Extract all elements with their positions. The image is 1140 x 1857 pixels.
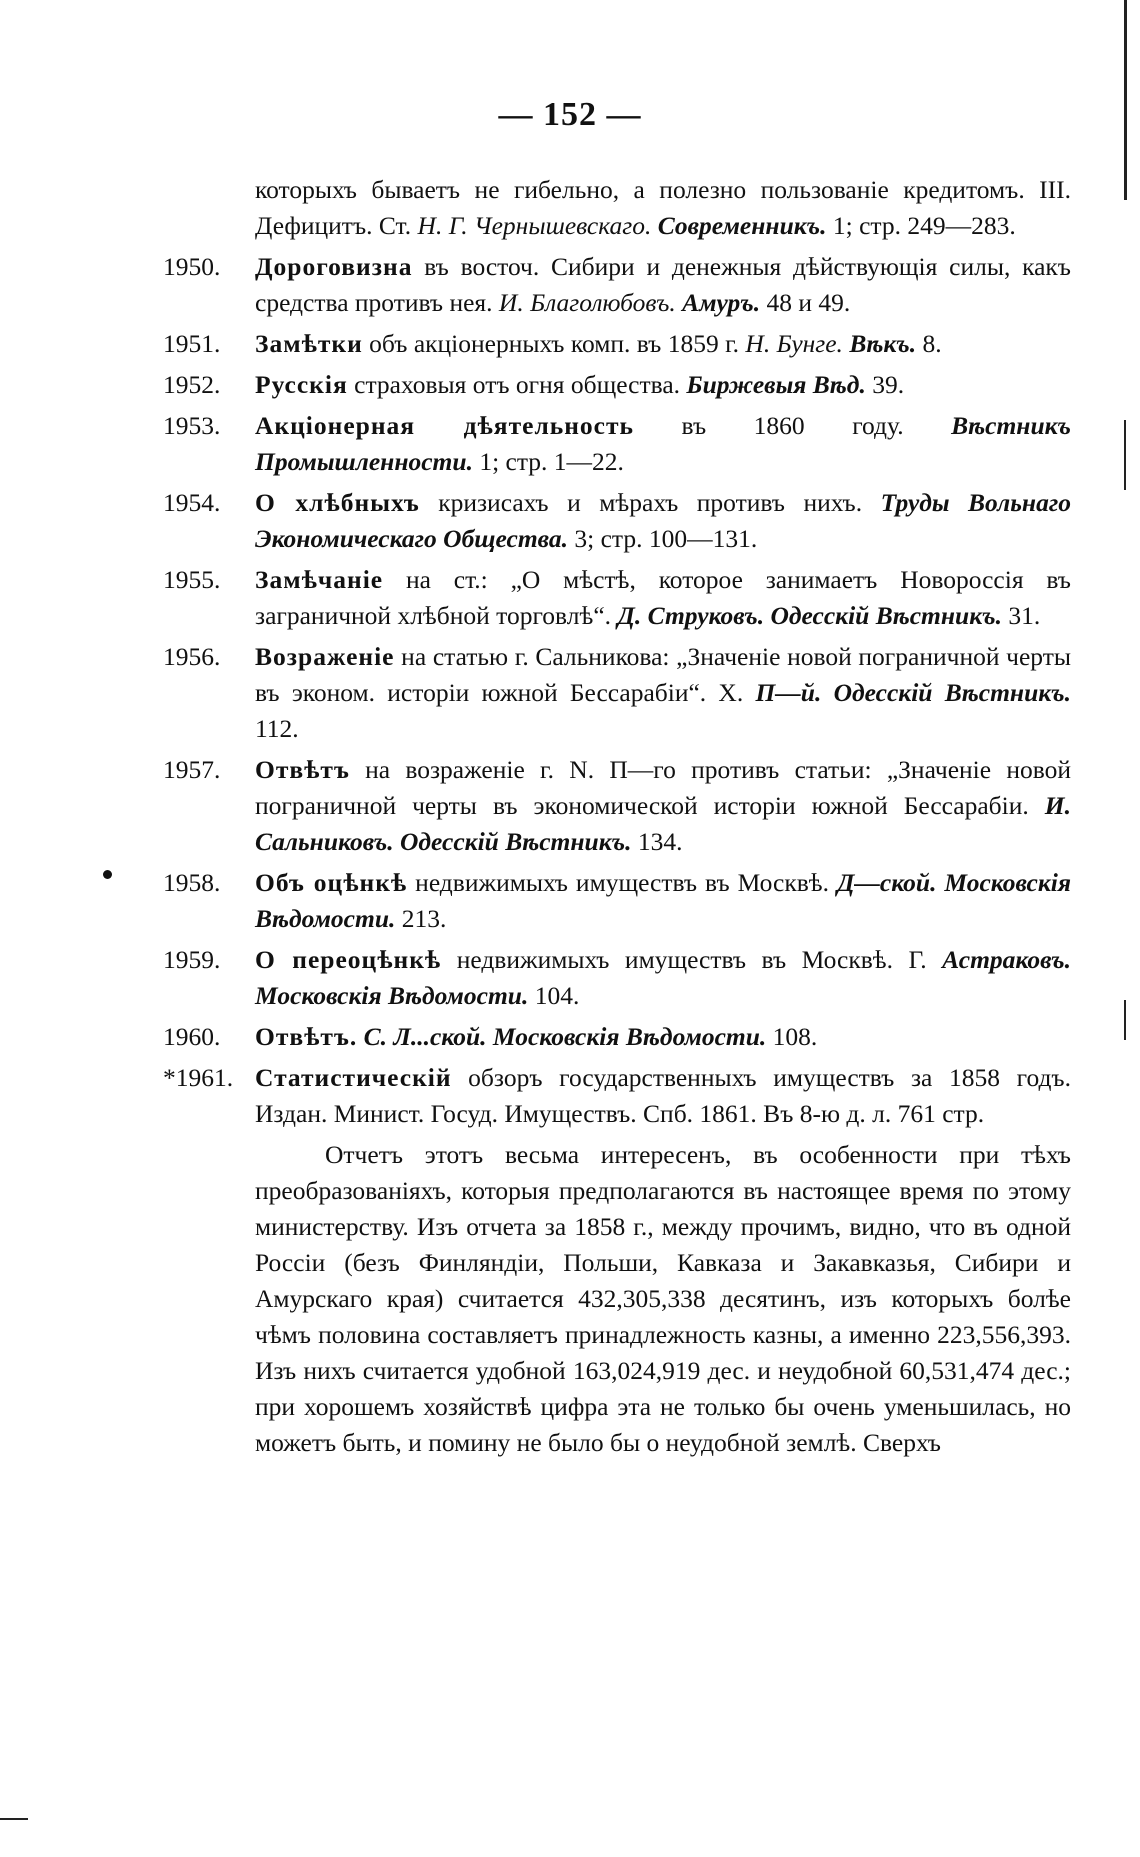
scan-edge-line — [1124, 1000, 1126, 1040]
entry-tail: 108. — [766, 1022, 818, 1051]
entry-body: въ восточ. Сибири и денежныя дѣйствующія силы, какъ средства противъ нея. — [255, 252, 1071, 317]
entry-number: 1950. — [163, 252, 221, 281]
entry-title: Отвѣтъ. — [255, 1022, 358, 1051]
entry-title: Отвѣтъ — [255, 755, 350, 784]
bibliography-entry — [163, 639, 1071, 747]
margin-mark — [0, 1818, 28, 1820]
entry-tail: 3; стр. 100—131. — [568, 524, 758, 553]
scan-edge-line — [1124, 420, 1126, 490]
entry-number: 1955. — [163, 565, 221, 594]
page-number: — 152 — — [498, 96, 642, 133]
bibliography-entry — [163, 865, 1071, 937]
entry-number: 1960. — [163, 1022, 221, 1051]
entry-number: 1958. — [163, 868, 221, 897]
entry-title: Статистическій — [255, 1063, 452, 1092]
entry-author: И. Благолюбовъ. — [498, 288, 676, 317]
entry-number: *1961. — [163, 1063, 234, 1092]
entry-number: 1951. — [163, 329, 221, 358]
entry-title: Русскія — [255, 370, 348, 399]
entry-title: Замѣчаніе — [255, 565, 384, 594]
entry-title: Акціонерная дѣятельность — [255, 411, 635, 440]
margin-dot — [103, 870, 112, 879]
entry-tail: 39. — [865, 370, 905, 399]
entry-tail: 1; стр. 1—22. — [472, 447, 624, 476]
bibliography-entry — [163, 752, 1071, 860]
entry-author: П—й. — [755, 678, 822, 707]
entry-author: Астраковъ. — [942, 945, 1071, 974]
entry-body: обзоръ государственныхъ имуществъ за 1858 годъ. Издан. Минист. Госуд. Имуществъ. Спб. 1861. Въ 8-ю д. л. 761 стр. — [255, 1063, 1071, 1128]
entry-source: Одесскій Вѣстникъ. — [393, 827, 632, 856]
entry-author: И. Сальниковъ. — [255, 791, 1071, 856]
entry-number: 1959. — [163, 945, 221, 974]
entry-source: Московскія Вѣдомости. — [255, 981, 529, 1010]
entry-number: 1956. — [163, 642, 221, 671]
entry-source: Московскія Вѣдомости. — [486, 1022, 767, 1051]
entry-author: С. Л...ской. — [363, 1022, 487, 1051]
entry-source: Московскія Вѣдомости. — [255, 868, 1072, 933]
entry-source: Вѣстникъ Промышленности. — [255, 411, 1071, 476]
annotation-paragraph: Отчетъ этотъ весьма интересенъ, въ особенности при тѣхъ преобразованіяхъ, которыя предполагаются въ настоящее время по этому министерству. Изъ отчета за 1858 г., между прочимъ, видно, что въ одной Россіи (безъ Финляндіи, Польши, Кавказа и Закавказья, Сибири и Амурскаго края) считается 432,305,338 десятинъ, изъ которыхъ болѣе чѣмъ половина составляетъ принадлежность казны, а именно 223,556,393. Изъ нихъ считается удобной 163,024,919 дес. и неудобной 60,531,474 дес.; при хорошемъ хозяйствѣ цифра эта не только бы очень уменьшилась, но можетъ быть, и помину не было бы о неудобной землѣ. Сверхъ — [255, 1140, 1071, 1457]
bibliography-entry — [163, 1019, 1071, 1055]
entry-number: 1952. — [163, 370, 221, 399]
entry-tail: 104. — [528, 981, 580, 1010]
entry-title: Замѣтки — [255, 329, 363, 358]
continuation-source: Современникъ. — [657, 211, 827, 240]
entry-title: Возраженіе — [255, 642, 395, 671]
bibliography-entry — [163, 408, 1071, 480]
entry-source: Биржевыя Вѣд. — [686, 370, 866, 399]
entry-author: Н. Бунге. — [745, 329, 843, 358]
entry-tail: 31. — [1001, 601, 1041, 630]
entry-tail: 8. — [916, 329, 942, 358]
entry-body: страховыя отъ огня общества. — [347, 370, 687, 399]
entry-body: недвижимыхъ имуществъ въ Москвѣ. — [407, 868, 837, 897]
entry-source: Одесскій Вѣстникъ. — [821, 678, 1071, 707]
entry-author: Д—ской. — [836, 868, 937, 897]
continuation-text: которыхъ бываетъ не гибельно, а полезно пользованіе кредитомъ. III. Дефицитъ. Ст. — [255, 175, 1071, 240]
entry-source: Труды Вольнаго Экономическаго Общества. — [255, 488, 1071, 553]
entry-body: на статью г. Сальникова: „Значеніе новой пограничной черты въ эконом. исторіи южной Бессарабіи“. Х. — [255, 642, 1071, 707]
entry-author: Д. Струковъ. — [617, 601, 765, 630]
entry-title: О переоцѣнкѣ — [255, 945, 442, 974]
entry-tail: 112. — [255, 714, 299, 743]
bibliography-entry — [163, 249, 1071, 321]
entry-title: Объ оцѣнкѣ — [255, 868, 408, 897]
continuation-entry — [163, 172, 1071, 244]
entry-source: Вѣкъ. — [842, 329, 917, 358]
entry-body: объ акціонерныхъ комп. въ 1859 г. — [362, 329, 746, 358]
entry-number: 1953. — [163, 411, 221, 440]
entry-tail: 48 и 49. — [760, 288, 851, 317]
entry-tail: 213. — [395, 904, 447, 933]
bibliography-entry — [163, 942, 1071, 1014]
entry-title: О хлѣбныхъ — [255, 488, 420, 517]
bibliography-entry — [163, 326, 1071, 362]
entry-tail: 134. — [631, 827, 683, 856]
entry-number: 1957. — [163, 755, 221, 784]
entry-body: кризисахъ и мѣрахъ противъ нихъ. — [419, 488, 881, 517]
entry-body: на возраженіе г. N. П—го противъ статьи: „Значеніе новой пограничной черты въ экономической исторіи южной Бессарабіи. — [255, 755, 1071, 820]
entry-body: въ 1860 году. — [634, 411, 952, 440]
entry-body: недвижимыхъ имуществъ въ Москвѣ. Г. — [441, 945, 943, 974]
bibliography-entry — [163, 485, 1071, 557]
bibliography-entry — [163, 367, 1071, 403]
entry-source: Амуръ. — [675, 288, 761, 317]
entry-body: на ст.: „О мѣстѣ, которое занимаетъ Новороссія въ заграничной хлѣбной торговлѣ“. — [255, 565, 1071, 630]
entry-number: 1954. — [163, 488, 221, 517]
continuation-tail: 1; стр. 249—283. — [832, 211, 1016, 240]
continuation-author: Н. Г. Чернышевскаго. — [417, 211, 652, 240]
entry-title: Дороговизна — [255, 252, 413, 281]
bibliography-entry — [163, 562, 1071, 634]
bibliography-list — [163, 172, 1071, 1487]
entry-source: Одесскій Вѣстникъ. — [764, 601, 1002, 630]
bibliography-entry — [163, 1060, 1071, 1132]
